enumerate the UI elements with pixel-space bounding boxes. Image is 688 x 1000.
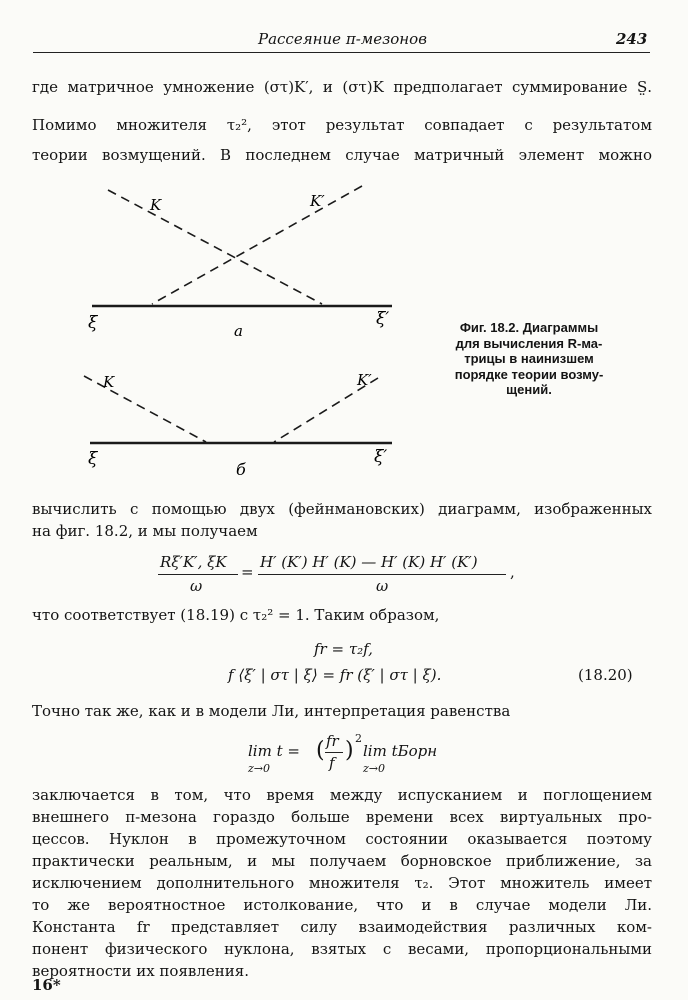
- k-label: K: [150, 196, 162, 214]
- text-line: вычислить с помощью двух (фейнмановских) диаграмм, изображенных: [32, 500, 652, 518]
- paren-close: ): [345, 738, 354, 763]
- caption-line: порядке теории возму-: [454, 366, 604, 382]
- text-line: что соответствует (18.19) с τ₂² = 1. Таким образом,: [32, 606, 440, 624]
- fraction-denominator: f: [329, 754, 335, 772]
- caption-line: щений.: [506, 382, 552, 397]
- paren-open: (: [316, 738, 325, 763]
- fraction-bar: [325, 752, 343, 753]
- text-line: Точно так же, как и в модели Ли, интерпретация равенства: [32, 702, 511, 720]
- page-number: 243: [616, 30, 648, 48]
- rhs-numerator: H′ (K′) H′ (K) — H′ (K) H′ (K′): [260, 553, 478, 571]
- feynman-diagrams-figure: [0, 180, 420, 490]
- power-exponent: 2: [355, 732, 362, 745]
- figure-caption: [424, 320, 634, 398]
- xi-label: ξ: [88, 449, 98, 469]
- caption-line: трицы в наинизшем: [464, 351, 594, 366]
- caption-line: Фиг. 18.2. Диаграммы: [459, 320, 599, 335]
- equation-line: fr = τ₂f,: [314, 640, 373, 658]
- meson-line-kprime: [152, 186, 362, 304]
- kprime-label: K′: [310, 192, 325, 210]
- k-label: K: [103, 373, 115, 391]
- text-line: внешнего π-мезона гораздо больше времени всех виртуальных про-: [32, 808, 652, 826]
- equation-number: (18.20): [578, 666, 633, 684]
- text-line: вероятности их появления.: [32, 962, 250, 980]
- text-line: то же вероятностное истолкование, что и в случае модели Ли.: [32, 896, 652, 914]
- text-line: Константа fr представляет силу взаимодействия различных ком-: [32, 918, 652, 936]
- kprime-label: K′: [357, 371, 372, 389]
- limit-left-sub: z→0: [248, 762, 271, 775]
- rhs-denominator: ω: [376, 577, 389, 595]
- xiprime-label: ξ′: [376, 309, 390, 329]
- text-line: Помимо множителя τ₂², этот результат совпадает с результатом: [32, 116, 652, 134]
- text-line: цессов. Нуклон в промежуточном состоянии оказывается поэтому: [32, 830, 652, 848]
- caption-line: для вычисления R-ма-: [455, 335, 603, 351]
- xi-label: ξ: [88, 313, 98, 333]
- printer-signature: 16*: [32, 976, 61, 994]
- xiprime-label: ξ′: [374, 447, 388, 467]
- text-line: практически реальным, и мы получаем борновское приближение, за: [32, 852, 652, 870]
- lhs-denominator: ω: [190, 577, 203, 595]
- diagram-sublabel: a: [234, 322, 243, 340]
- fraction-numerator: fr: [326, 732, 339, 750]
- text-line: заключается в том, что время между испусканием и поглощением: [32, 786, 652, 804]
- text-line: понент физического нуклона, взятых с весами, пропорциональными: [32, 940, 652, 958]
- meson-line-k: [108, 190, 322, 304]
- text-line: на фиг. 18.2, и мы получаем: [32, 522, 258, 540]
- lhs-numerator: Rξ′K′, ξK: [160, 553, 227, 571]
- text-line: исключением дополнительного множителя τ₂. Этот множитель имеет: [32, 874, 652, 892]
- fraction-bar: [158, 574, 238, 575]
- text-line: теории возмущений. В последнем случае матричный элемент можно: [32, 146, 652, 164]
- limit-right-sub: z→0: [363, 762, 386, 775]
- fraction-bar: [258, 574, 506, 575]
- equals-sign: =: [241, 563, 254, 581]
- header-rule: [33, 52, 650, 53]
- diagram-b: [84, 371, 392, 479]
- running-header-title: Рассеяние π-мезонов: [258, 30, 427, 48]
- text-line: где матричное умножение (στ)K′, и (στ)K предполагает суммирование S̤.: [32, 78, 652, 96]
- equation-line: f ⟨ξ′ | στ | ξ⟩ = fr (ξ′ | στ | ξ).: [228, 666, 442, 684]
- equation-tail: ,: [510, 563, 515, 581]
- diagram-a: [88, 186, 392, 340]
- limit-right: lim tБорн: [363, 742, 438, 760]
- limit-left: lim t =: [248, 742, 300, 760]
- diagram-sublabel: б: [236, 460, 246, 479]
